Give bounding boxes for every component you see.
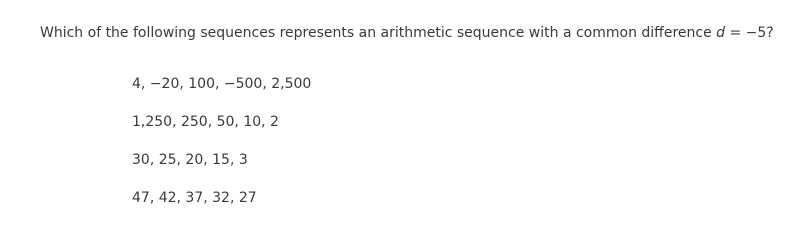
answer-options	[132, 74, 311, 226]
answer-option-4[interactable]: 47, 42, 37, 32, 27	[132, 190, 257, 206]
answer-option-3[interactable]: 30, 25, 20, 15, 3	[132, 152, 248, 168]
question-suffix: = −5?	[725, 25, 774, 41]
answer-option-2[interactable]: 1,250, 250, 50, 10, 2	[132, 114, 279, 130]
answer-option-1[interactable]: 4, −20, 100, −500, 2,500	[132, 76, 312, 92]
question-text	[40, 23, 774, 43]
question-prefix: Which of the following sequences represents an arithmetic sequence with a common difference	[40, 25, 717, 41]
question-variable: d	[716, 25, 726, 41]
